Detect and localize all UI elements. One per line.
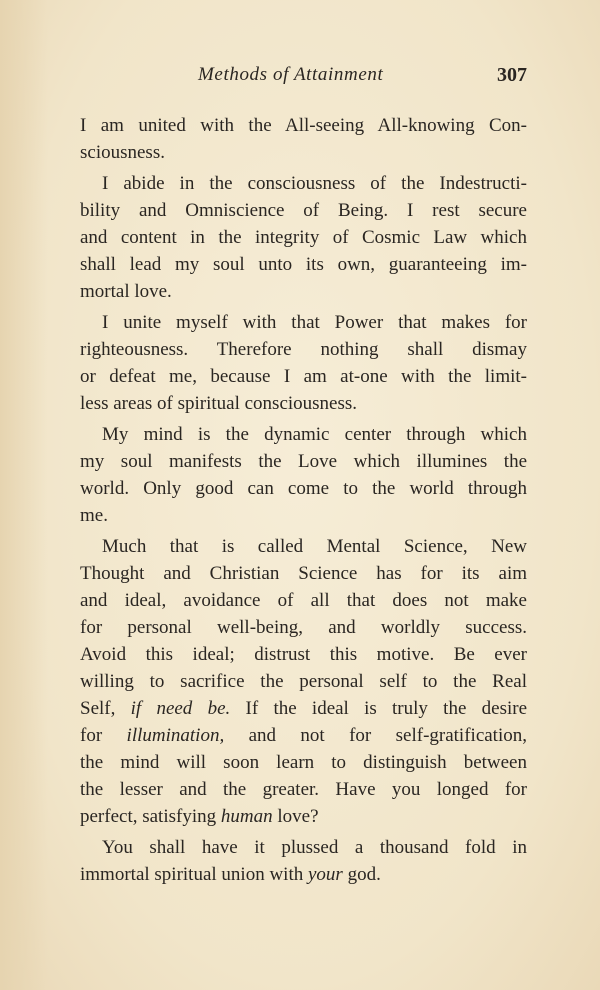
text-segment: sciousness. — [80, 142, 165, 163]
running-title: Methods of Attainment — [198, 64, 384, 85]
text-line — [80, 251, 527, 278]
text-line — [80, 363, 527, 390]
text-segment: Avoid this ideal; distrust this motive. Be ever — [80, 644, 527, 665]
text-segment: If the ideal is truly the desire — [230, 698, 528, 719]
paragraph — [80, 112, 527, 166]
text-line — [80, 421, 527, 448]
paragraph — [80, 170, 527, 305]
text-line — [80, 722, 527, 749]
text-segment: You shall have it plussed a thousand fold in — [102, 837, 527, 858]
text-segment: I unite myself with that Power that makes for — [102, 312, 527, 333]
text-segment: Much that is called Mental Science, New — [102, 536, 527, 557]
body-text — [80, 112, 527, 892]
text-segment: god. — [342, 864, 381, 885]
text-segment: Thought and Christian Science has for its aim — [80, 563, 527, 584]
text-line — [80, 309, 527, 336]
text-line — [80, 533, 527, 560]
text-segment: the mind will soon learn to distinguish between — [80, 752, 527, 773]
text-line — [80, 336, 527, 363]
paragraph — [80, 834, 527, 888]
text-line — [80, 803, 527, 830]
page-number: 307 — [497, 64, 527, 86]
page-header — [80, 64, 527, 90]
text-line — [80, 641, 527, 668]
text-segment: or defeat me, because I am at-one with the limit- — [80, 366, 527, 387]
text-segment: Self, — [80, 698, 131, 719]
text-segment: world. Only good can come to the world through — [80, 478, 527, 499]
text-segment: I am united with the All-seeing All-knowing Con- — [80, 115, 527, 136]
text-line — [80, 749, 527, 776]
paragraph — [80, 309, 527, 417]
text-segment: I abide in the consciousness of the Indestructi- — [102, 173, 527, 194]
text-segment: willing to sacrifice the personal self to the Real — [80, 671, 527, 692]
italic-text: your — [307, 864, 343, 885]
text-line — [80, 861, 527, 888]
text-segment: perfect, satisfying — [80, 806, 221, 827]
text-line — [80, 502, 527, 529]
text-line — [80, 614, 527, 641]
text-line — [80, 112, 527, 139]
text-line — [80, 197, 527, 224]
italic-text: human — [220, 806, 273, 827]
text-segment: righteousness. Therefore nothing shall dismay — [80, 339, 527, 360]
text-segment: the lesser and the greater. Have you longed for — [80, 779, 527, 800]
italic-text: illumination, — [126, 725, 225, 746]
text-segment: my soul manifests the Love which illumines the — [80, 451, 527, 472]
text-segment: less areas of spiritual consciousness. — [80, 393, 358, 414]
text-line — [80, 560, 527, 587]
text-segment: and not for self-gratification, — [224, 725, 527, 746]
text-segment: and ideal, avoidance of all that does not make — [80, 590, 527, 611]
text-line — [80, 170, 527, 197]
text-line — [80, 475, 527, 502]
text-line — [80, 448, 527, 475]
text-segment: immortal spiritual union with — [80, 864, 308, 885]
page-gutter-shadow — [0, 0, 48, 990]
text-segment: for — [80, 725, 127, 746]
text-line — [80, 139, 527, 166]
text-segment: My mind is the dynamic center through which — [102, 424, 527, 445]
paragraph — [80, 533, 527, 830]
text-line — [80, 668, 527, 695]
text-segment: me. — [80, 505, 108, 526]
italic-text: if need be. — [130, 698, 231, 719]
text-segment: bility and Omniscience of Being. I rest secure — [80, 200, 527, 221]
text-line — [80, 278, 527, 305]
text-segment: for personal well-being, and worldly success. — [80, 617, 527, 638]
text-line — [80, 224, 527, 251]
text-segment: love? — [272, 806, 319, 827]
text-segment: mortal love. — [80, 281, 172, 302]
text-segment: shall lead my soul unto its own, guaranteeing im- — [80, 254, 527, 275]
text-line — [80, 776, 527, 803]
text-line — [80, 390, 527, 417]
text-line — [80, 834, 527, 861]
paragraph — [80, 421, 527, 529]
text-segment: and content in the integrity of Cosmic Law which — [80, 227, 527, 248]
text-line — [80, 587, 527, 614]
text-line — [80, 695, 527, 722]
